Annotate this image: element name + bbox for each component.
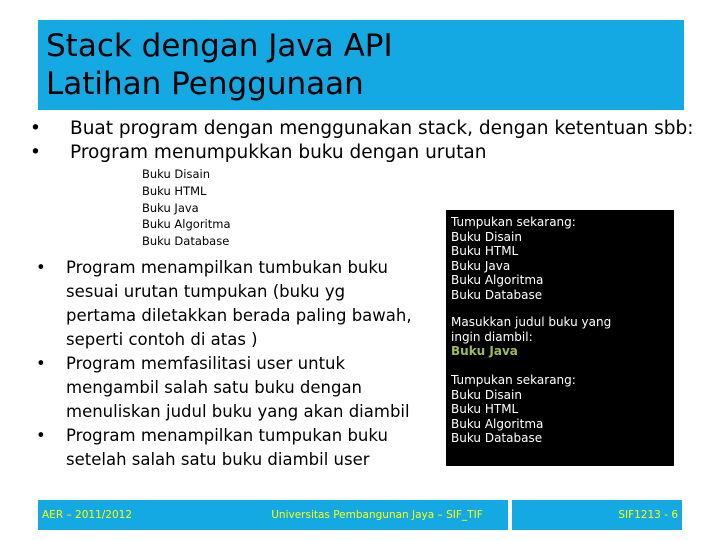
stack-item: Buku HTML <box>451 402 519 416</box>
requirement-text: Program memfasilitasi user untuk mengambil salah satu buku dengan menuliskan judul buku yang akan diambil <box>66 354 410 421</box>
title-line-1: Stack dengan Java API <box>46 28 393 64</box>
stack-after-block <box>451 373 576 446</box>
stack-item: Buku Algoritma <box>451 273 544 287</box>
prompt-text: ingin diambil: <box>451 329 533 344</box>
footer-center-text: Universitas Pembangunan Jaya – SIF_TIF <box>271 509 483 521</box>
stack-item: Buku Database <box>451 287 543 302</box>
title-line-2: Latihan Penggunaan <box>46 66 364 102</box>
book-order-list <box>142 166 231 250</box>
footer-right <box>512 500 682 530</box>
requirement-text: Program menampilkan tumpukan buku setelah salah satu buku diambil user <box>66 426 388 469</box>
user-input-value: Buku Java <box>451 344 518 358</box>
requirement-item <box>36 256 416 352</box>
book-item: Buku HTML <box>142 183 207 198</box>
requirement-text: Program menampilkan tumbukan buku sesuai urutan tumpukan (buku yg pertama diletakkan berada paling bawah, seperti contoh di atas ) <box>66 258 412 349</box>
book-item: Buku Disain <box>142 167 211 181</box>
footer-right-text: SIF1213 - 6 <box>618 509 678 521</box>
stack-item: Buku Database <box>451 431 543 445</box>
stack-item: Buku Disain <box>451 229 522 244</box>
bullet-dot: • <box>30 118 41 139</box>
bullet-text: Program menumpukkan buku dengan urutan <box>70 142 487 163</box>
requirement-item <box>36 424 416 472</box>
book-item: Buku Database <box>142 234 230 249</box>
footer-center <box>246 500 508 530</box>
stack-item: Buku Java <box>451 258 511 273</box>
bullet-dot: • <box>36 258 46 277</box>
requirement-item <box>36 352 416 424</box>
stack-item: Buku HTML <box>451 244 519 258</box>
prompt-text: Masukkan judul buku yang <box>451 315 612 329</box>
stack-header: Tumpukan sekarang: <box>451 215 576 229</box>
book-item: Buku Algoritma <box>142 217 231 232</box>
bullet-text: Buat program dengan menggunakan stack, dengan ketentuan sbb: <box>70 118 694 139</box>
prompt-block <box>451 315 611 359</box>
bullet-dot: • <box>36 354 46 373</box>
stack-before-block <box>451 215 576 302</box>
footer-left <box>38 500 246 530</box>
book-item: Buku Java <box>142 200 199 215</box>
console-output <box>446 210 674 466</box>
stack-header: Tumpukan sekarang: <box>451 373 576 387</box>
footer-left-text: AER – 2011/2012 <box>42 509 133 521</box>
requirements-list <box>36 256 416 472</box>
title-bar <box>38 20 684 110</box>
bullet-dot: • <box>36 426 46 445</box>
bullet-dot: • <box>30 142 41 163</box>
stack-item: Buku Algoritma <box>451 416 544 431</box>
stack-item: Buku Disain <box>451 387 522 402</box>
